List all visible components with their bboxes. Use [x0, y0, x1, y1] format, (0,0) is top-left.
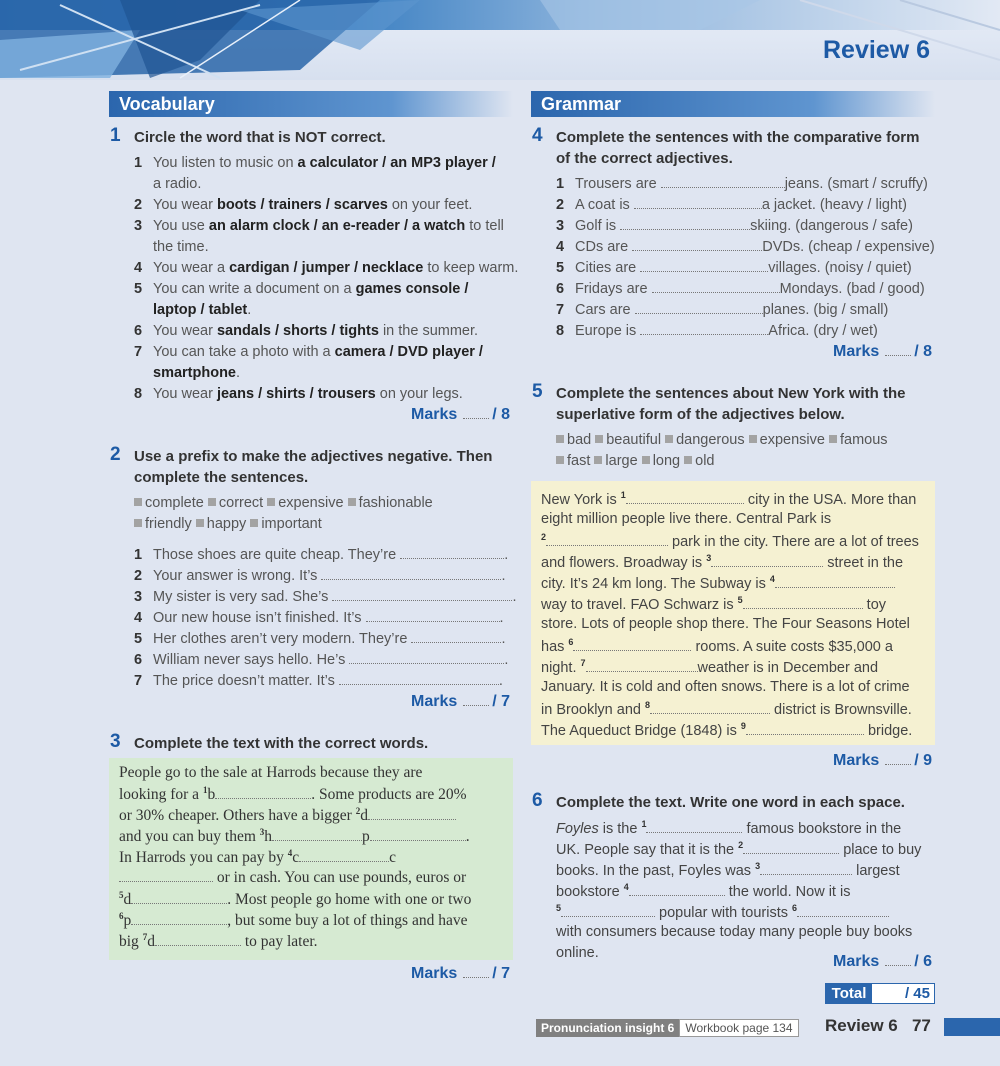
pronunciation-insight-label: Pronunciation insight 6: [536, 1019, 679, 1037]
marks-ex4: Marks / 8: [833, 343, 933, 360]
list-item: 6 William never says hello. He’s .: [134, 652, 509, 668]
list-item: 5 Her clothes aren’t very modern. They’re .: [134, 631, 506, 647]
list-item: 1 Those shoes are quite cheap. They’re .: [134, 547, 509, 563]
exercise-number: 6: [532, 790, 543, 811]
list-item: 3 My sister is very sad. She’s .: [134, 589, 517, 605]
list-item-cont: laptop / tablet.: [153, 302, 252, 318]
exercise-6-instruction: 6 Complete the text. Write one word in each space.: [532, 790, 905, 811]
marks-ex3: Marks / 7: [411, 965, 511, 982]
instruction-text: Circle the word that is NOT correct.: [134, 129, 386, 146]
list-item: 3 Golf is skiing. (dangerous / safe): [556, 218, 913, 234]
exercise-1-instruction: [110, 125, 386, 148]
page-number: 77: [911, 1016, 931, 1035]
workbook-page-label: Workbook page 134: [679, 1019, 798, 1037]
list-item: 6 You wear sandals / shorts / tights in the summer.: [134, 323, 479, 339]
word-box-ex2: complete correct expensive fashionable friendly happy important: [134, 493, 433, 535]
exercise-number: 3: [110, 731, 121, 752]
page-title: Review 6: [822, 36, 930, 64]
section-heading-grammar: Grammar: [531, 91, 935, 117]
list-item: 2 Your answer is wrong. It’s .: [134, 568, 506, 584]
list-item: 8 Europe is Africa. (dry / wet): [556, 323, 878, 339]
list-item: 1 You listen to music on a calculator / an MP3 player /: [134, 155, 496, 171]
exercise-number: 4: [532, 125, 543, 146]
text-box-ex3: People go to the sale at Harrods because they are looking for a $^1$b . Some products are 20% or 30% cheaper. Others have a bigger $^2$d and you can buy them $^3$h p . In Harrods you can pay by $^4$c c or in cash. You can use pounds, euros or $^5$d . Most people go home with one or two $^6$p , but some buy a lot of things and have big $^7$d to pay later.: [109, 758, 513, 960]
list-item-cont: a radio.: [153, 176, 202, 192]
exercise-number: 5: [532, 381, 543, 402]
exercise-5-instruction: 5 Complete the sentences about New York with the superlative form of the adjectives below.: [532, 381, 906, 423]
total-box: Total / 45: [825, 983, 935, 1004]
exercise-2-instruction: 2 Use a prefix to make the adjectives negative. Then complete the sentences.: [110, 444, 493, 486]
footer-links: [536, 1019, 799, 1037]
marks-ex2: Marks / 7: [411, 693, 511, 710]
list-item: 3 You use an alarm clock / an e-reader / a watch to tell: [134, 218, 504, 234]
word-box-ex5: bad beautiful dangerous expensive famous fast large long old: [556, 430, 888, 472]
list-item-cont: the time.: [153, 239, 209, 255]
list-item: 5 Cities are villages. (noisy / quiet): [556, 260, 912, 276]
list-item: 7 The price doesn’t matter. It’s .: [134, 673, 503, 689]
list-item: 6 Fridays are Mondays. (bad / good): [556, 281, 925, 297]
list-item: 4 CDs are DVDs. (cheap / expensive): [556, 239, 935, 255]
footer-accent-bar: [944, 1018, 1000, 1036]
list-item-cont: smartphone.: [153, 365, 241, 381]
exercise-3-instruction: 3 Complete the text with the correct words.: [110, 731, 429, 752]
list-item: 7 Cars are planes. (big / small): [556, 302, 889, 318]
exercise-number: 2: [110, 444, 121, 465]
footer-page-info: Review 6 77: [825, 1016, 931, 1035]
list-item: 2 A coat is a jacket. (heavy / light): [556, 197, 907, 213]
marks-ex1: Marks / 8: [411, 406, 511, 423]
list-item: 5 You can write a document on a games console /: [134, 281, 469, 297]
list-item: 4 Our new house isn’t finished. It’s .: [134, 610, 504, 626]
exercise-4-instruction: 4 Complete the sentences with the comparative form of the correct adjectives.: [532, 125, 920, 167]
marks-ex5: Marks / 9: [833, 752, 933, 769]
text-box-ex5: New York is $^1$ city in the USA. More than eight million people live there. Central Park is $^2$ park in the city. There are a lot of trees and flowers. Broadway is $^3$ street in the city. It’s 24 km long. The Subway is $^4$ way to travel. FAO Schwarz is $^5$ toy store. Lots of people shop there. The Four Seasons Hotel has $^6$ rooms. A suite costs $35,000 a night. $^7$ weather is in December and January. It is cold and often snows. There is a lot of crime in Brooklyn and $^8$ district is Brownsville. The Aqueduct Bridge (1848) is $^9$ bridge.: [531, 481, 935, 745]
exercise-number: 1: [110, 125, 121, 146]
list-item: 8 You wear jeans / shirts / trousers on your legs.: [134, 386, 463, 402]
list-item: 7 You can take a photo with a camera / DVD player /: [134, 344, 483, 360]
list-item: 1 Trousers are jeans. (smart / scruffy): [556, 176, 928, 192]
section-heading-vocabulary: Vocabulary: [109, 91, 513, 117]
marks-ex6: Marks / 6: [833, 953, 933, 970]
header-banner: [0, 0, 1000, 80]
list-item: 4 You wear a cardigan / jumper / necklace to keep warm.: [134, 260, 519, 276]
list-item: 2 You wear boots / trainers / scarves on your feet.: [134, 197, 473, 213]
